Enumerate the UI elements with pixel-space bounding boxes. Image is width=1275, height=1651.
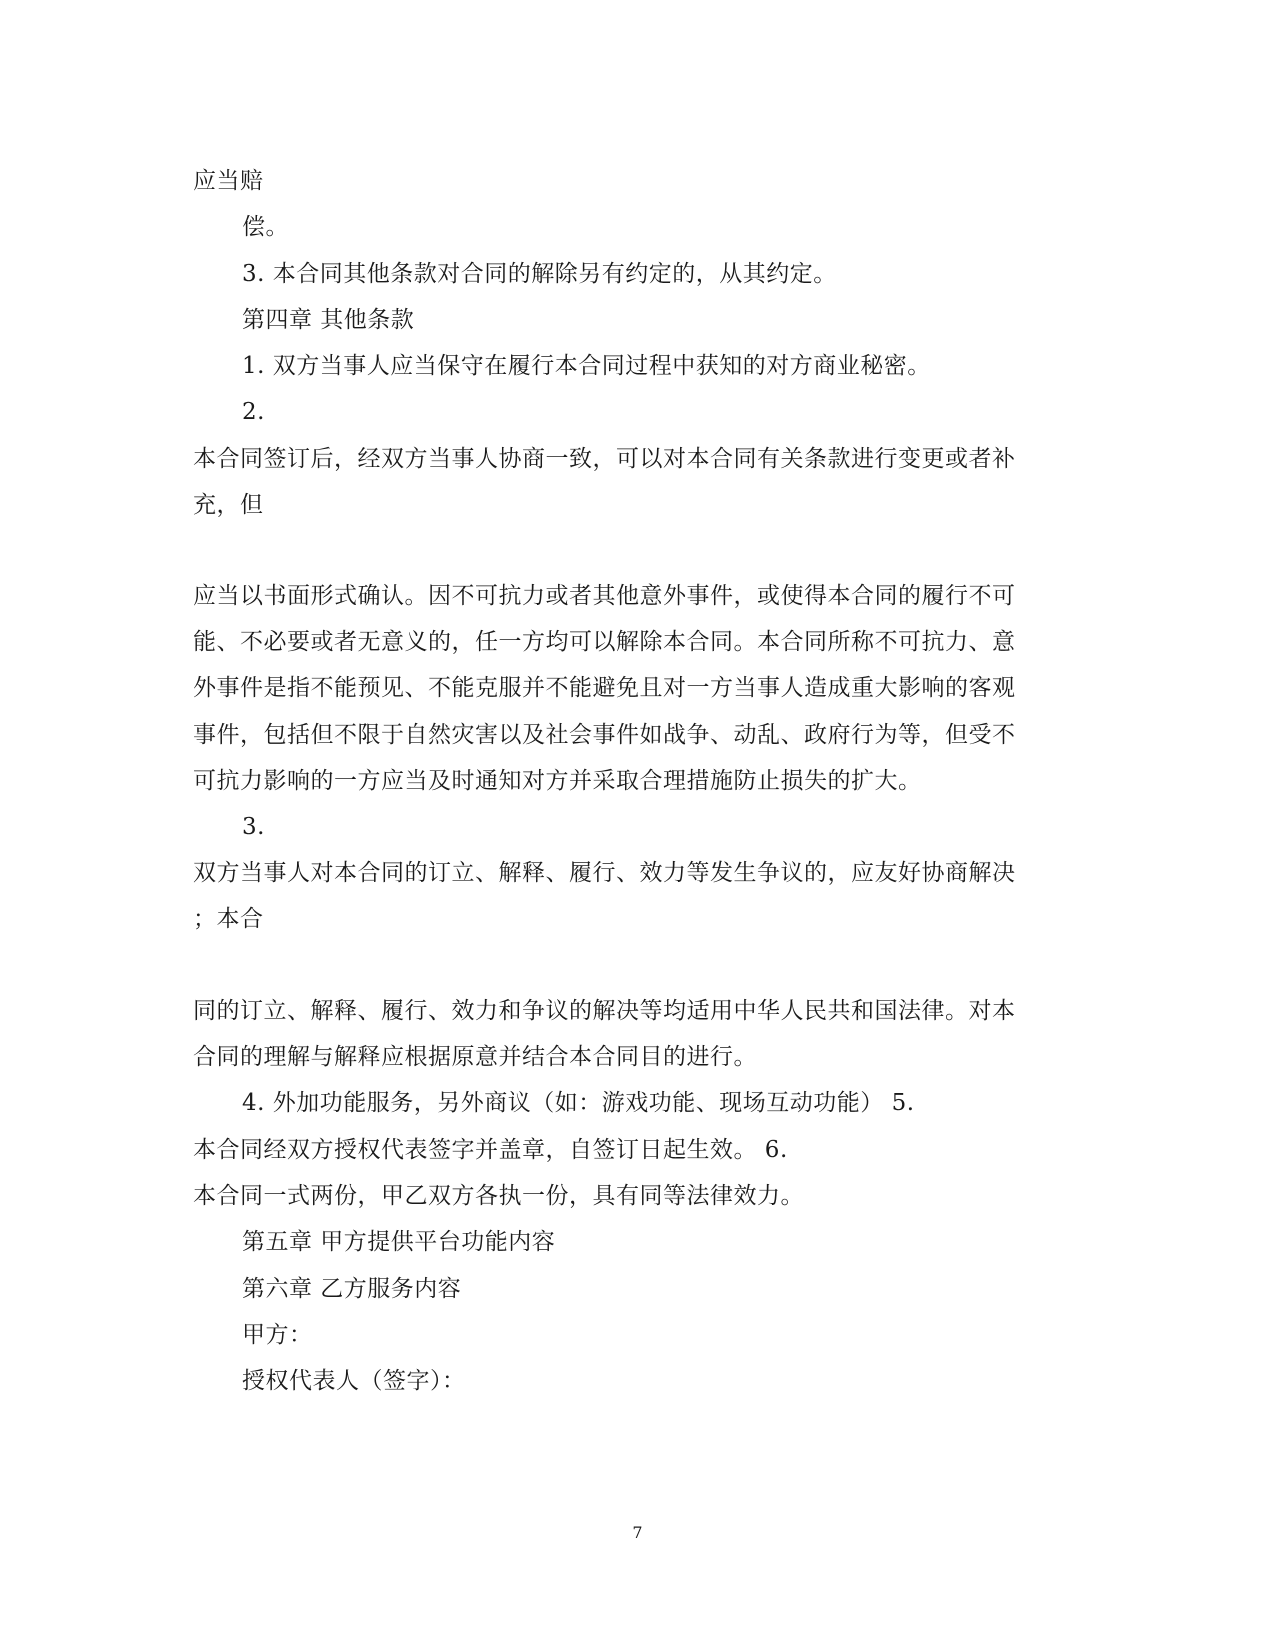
- party-a-label: 甲方：: [242, 1322, 313, 1348]
- signature-label: 授权代表人（签字）：: [242, 1368, 466, 1394]
- chapter-heading: 第四章 其他条款: [242, 307, 415, 333]
- text-line: 外事件是指不能预见、不能克服并不能避免且对一方当事人造成重大影响的客观: [193, 675, 1016, 701]
- chapter-heading: 第五章 甲方提供平台功能内容: [242, 1229, 556, 1255]
- clause-number: 2.: [242, 399, 265, 425]
- text-line: 双方当事人对本合同的订立、解释、履行、效力等发生争议的，应友好协商解决: [193, 860, 1016, 886]
- chapter-heading: 第六章 乙方服务内容: [242, 1276, 462, 1302]
- text-line: 本合同经双方授权代表签字并盖章，自签订日起生效。 6.: [193, 1137, 788, 1163]
- text-line: ；本合: [193, 906, 264, 932]
- text-line: 同的订立、解释、履行、效力和争议的解决等均适用中华人民共和国法律。对本: [193, 998, 1016, 1024]
- text-line: 事件，包括但不限于自然灾害以及社会事件如战争、动乱、政府行为等，但受不: [193, 722, 1016, 748]
- clause-line: 3. 本合同其他条款对合同的解除另有约定的，从其约定。: [242, 261, 837, 287]
- text-line: 本合同一式两份，甲乙双方各执一份，具有同等法律效力。: [193, 1183, 804, 1209]
- page-number: 7: [632, 1523, 643, 1542]
- text-line: 充，但: [193, 492, 264, 518]
- clause-line: 4. 外加功能服务，另外商议（如：游戏功能、现场互动功能） 5.: [242, 1090, 915, 1116]
- text-line: 可抗力影响的一方应当及时通知对方并采取合理措施防止损失的扩大。: [193, 768, 922, 794]
- text-line: 能、不必要或者无意义的，任一方均可以解除本合同。本合同所称不可抗力、意: [193, 629, 1016, 655]
- clause-line: 1. 双方当事人应当保守在履行本合同过程中获知的对方商业秘密。: [242, 353, 931, 379]
- text-line: 本合同签订后，经双方当事人协商一致，可以对本合同有关条款进行变更或者补: [193, 446, 1016, 472]
- text-line: 应当以书面形式确认。因不可抗力或者其他意外事件，或使得本合同的履行不可: [193, 583, 1016, 609]
- text-line: 应当赔: [193, 168, 264, 194]
- clause-number: 3.: [242, 814, 265, 840]
- text-line: 偿。: [242, 214, 289, 240]
- text-line: 合同的理解与解释应根据原意并结合本合同目的进行。: [193, 1044, 757, 1070]
